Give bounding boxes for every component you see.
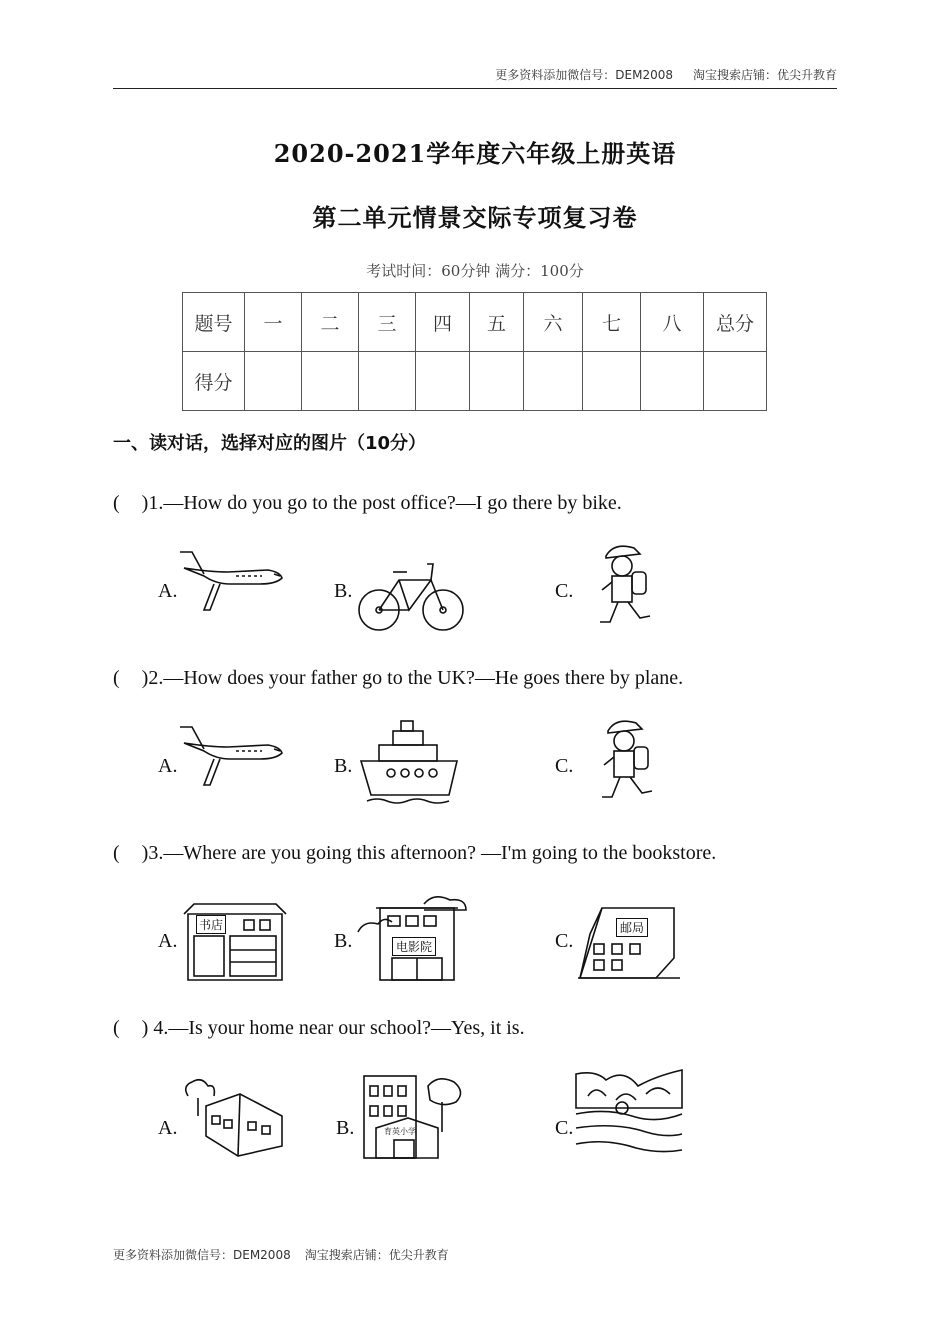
table-cell: 一 — [245, 293, 302, 352]
page-subtitle: 第二单元情景交际专项复习卷 — [312, 203, 638, 232]
page-title: 2020-2021学年度六年级上册英语 — [273, 139, 677, 168]
table-cell: 得分 — [183, 352, 245, 411]
airplane-icon[interactable] — [180, 723, 284, 789]
exam-info: 考试时间：60分钟 满分：100分 — [366, 262, 584, 280]
post-office-sign: 邮局 — [616, 918, 648, 937]
header-shop: 淘宝搜索店铺：优尖升教育 — [692, 68, 837, 82]
score-table-score-row — [183, 352, 767, 411]
bicycle-icon[interactable] — [357, 558, 465, 632]
option-label[interactable]: B. — [334, 580, 353, 602]
option-label[interactable]: A. — [158, 755, 178, 777]
score-table-header-row — [183, 293, 767, 352]
paren-open: ( — [113, 667, 120, 689]
score-cell[interactable] — [583, 352, 641, 411]
option-label[interactable]: B. — [334, 930, 353, 952]
page-footer — [113, 1246, 463, 1263]
bookstore-drawing — [184, 902, 286, 982]
option-label[interactable]: C. — [555, 1117, 574, 1139]
footer-shop: 淘宝搜索店铺：优尖升教育 — [304, 1248, 449, 1262]
question-text: )3.—Where are you going this afternoon? —I'm going to the bookstore. — [141, 842, 717, 864]
ship-icon[interactable] — [357, 717, 461, 803]
section-heading: 一、读对话，选择对应的图片（10分） — [113, 433, 427, 454]
score-cell[interactable] — [704, 352, 767, 411]
option-label[interactable]: A. — [158, 930, 178, 952]
option-label[interactable]: A. — [158, 580, 178, 602]
table-cell: 六 — [524, 293, 583, 352]
question-2 — [113, 667, 683, 690]
table-cell: 三 — [359, 293, 416, 352]
bookstore-icon[interactable] — [184, 902, 286, 982]
score-cell[interactable] — [245, 352, 302, 411]
table-cell: 五 — [470, 293, 524, 352]
question-text: )2.—How does your father go to the UK?—He goes there by plane. — [141, 667, 684, 689]
paren-open: ( — [113, 492, 120, 514]
table-cell: 二 — [302, 293, 359, 352]
score-cell[interactable] — [416, 352, 470, 411]
paren-open: ( — [113, 842, 120, 864]
walking-boy-icon[interactable] — [588, 542, 668, 630]
cinema-sign: 电影院 — [392, 937, 436, 956]
score-cell[interactable] — [470, 352, 524, 411]
question-1 — [113, 492, 622, 515]
score-cell[interactable] — [359, 352, 416, 411]
post-office-drawing — [576, 904, 684, 980]
header-wechat: 更多资料添加微信号：DEM2008 — [495, 68, 673, 82]
bookstore-sign: 书店 — [196, 915, 226, 934]
walking-boy-icon[interactable] — [590, 717, 670, 805]
option-label[interactable]: C. — [555, 930, 574, 952]
post-office-icon[interactable] — [576, 904, 684, 980]
option-label[interactable]: A. — [158, 1117, 178, 1139]
cinema-icon[interactable] — [354, 892, 472, 984]
table-cell: 七 — [583, 293, 641, 352]
option-label[interactable]: B. — [336, 1117, 355, 1139]
airplane-icon[interactable] — [180, 548, 284, 614]
table-cell: 题号 — [183, 293, 245, 352]
building-icon[interactable] — [178, 1076, 288, 1158]
school-sign: 育英小学 — [384, 1127, 416, 1136]
table-cell: 四 — [416, 293, 470, 352]
paren-open: ( — [113, 1017, 120, 1039]
score-table — [182, 292, 767, 411]
option-label[interactable]: B. — [334, 755, 353, 777]
table-cell: 八 — [641, 293, 704, 352]
question-3 — [113, 842, 716, 865]
question-text: ) 4.—Is your home near our school?—Yes, it is. — [141, 1017, 525, 1039]
page-header — [113, 66, 837, 89]
score-cell[interactable] — [641, 352, 704, 411]
table-cell: 总分 — [704, 293, 767, 352]
school-icon[interactable] — [358, 1072, 466, 1162]
question-text: )1.—How do you go to the post office?—I go there by bike. — [141, 492, 622, 514]
landscape-icon[interactable] — [576, 1068, 686, 1160]
score-cell[interactable] — [302, 352, 359, 411]
score-cell[interactable] — [524, 352, 583, 411]
question-4 — [113, 1017, 525, 1040]
option-label[interactable]: C. — [555, 755, 574, 777]
option-label[interactable]: C. — [555, 580, 574, 602]
footer-wechat: 更多资料添加微信号：DEM2008 — [113, 1248, 291, 1262]
school-drawing — [358, 1072, 466, 1162]
